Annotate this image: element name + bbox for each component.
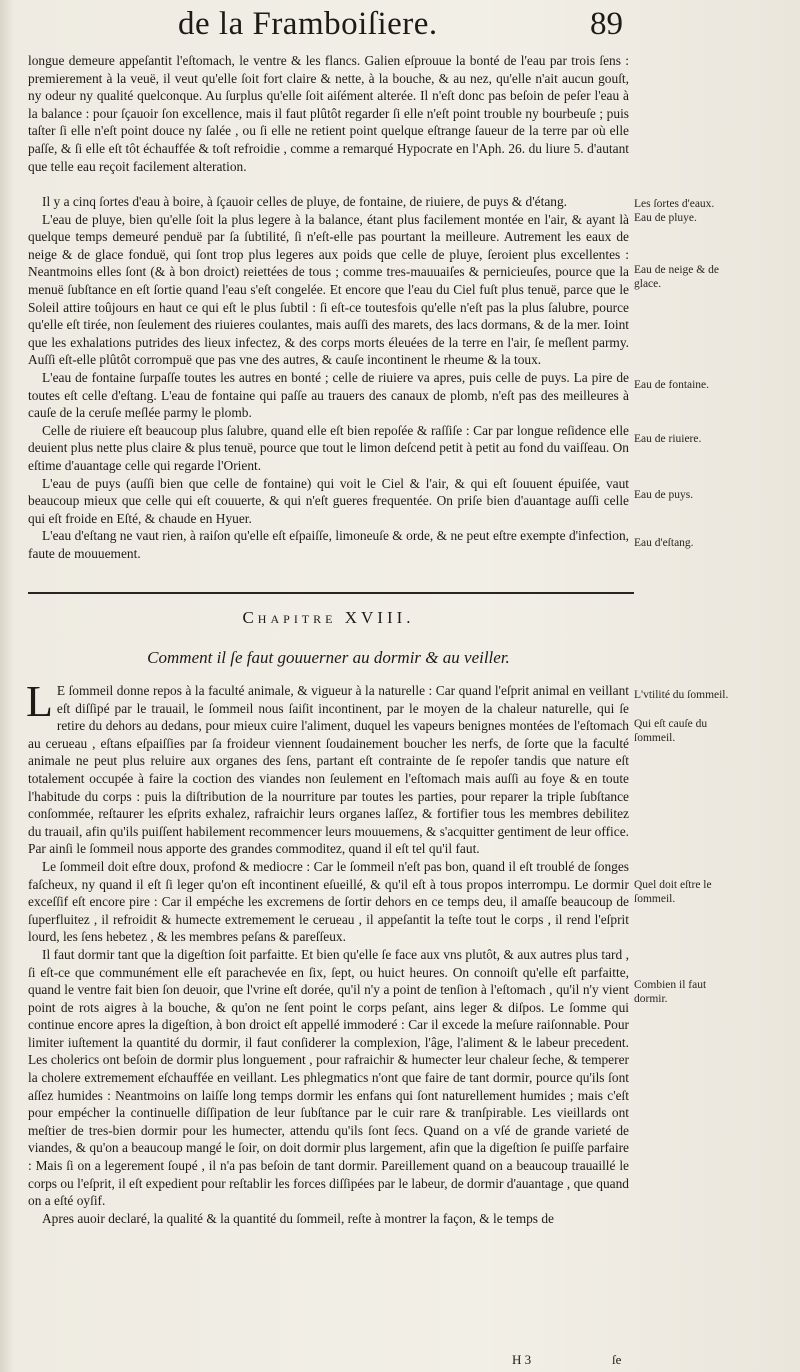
margin-note: Eau d'eſtang. [634, 537, 694, 549]
margin-note: Eau de pluye. [634, 212, 697, 224]
paragraph: L'eau d'eſtang ne vaut rien, à raiſon qu'elle eſt eſpaiſſe, limoneuſe & orde, & ne peut eſtre exempte d'infection, faute de mouuement. [28, 528, 629, 561]
paragraph: Il faut dormir tant que la digeſtion ſoit parfaitte. Et bien qu'elle ſe face aux vns plutôt, & aux autres plus tard , ſi eſt-ce que communément elle eſt parachevée en ſix, ſept, ou huict heures. On connoiſt qu'elle eſt parfaitte, quand le ventre fait bien ſon deuoir, que l'vrine eſt dorée, qu'il n'y a point de tenſion à l'eſtomach , qu'il n'y vient point de rots aigres à la bouche, & qu'on ne ſent point le corps peſant, ains leger & diſpos. Le ſomme qui continue encore apres la digeſtion, à bon droict eſt appellé immoderé : Car il excede la meſure raiſonnable. Pour limiter iuſtement la quantité du dormir, il faut conſiderer la complexion, l'âge, l'aliment & le labeur precedent. Les cholerics ont beſoin de dormir plus longuement , pour rafraichir & humecter leur chaleur ſeche, & temperer la cholere extremement eſchauffée en veillant. Les phlegmatics n'ont que faire de tant dormir, pource qu'ils ſont aſſez humides : Neantmoins on laiſſe long temps dormir les enfans qui ſont naturellement humides ; mais c'eſt pour empécher la continuelle diſſipation de leur ſubſtance par le cuir rare & tranſpirable. Les vieillards ont meſtier de tres-bien dormir pour les humecter, attendu qu'ils ſont ſecs. Quand on a vſé de grande varieté de viandes, & qu'on a beaucoup mangé le ſoir, on doit dormir plus largement, afin que la digeſtion ſe puiſſe parfaire : Mais ſi on a legerement ſoupé , il n'a pas beſoin de tant dormir. Pareillement quand on a beaucoup trauaillé le corps ou l'eſprit, il eſt expedient pour reſtablir les forces diſſipées par le labeur, de dormir d'auantage , que quand on a eſté oyſif. [28, 946, 629, 1209]
margin-note: L'vtilité du ſommeil. [634, 689, 729, 701]
drop-cap: L [26, 677, 53, 726]
paragraph: Il y a cinq ſortes d'eau à boire, à ſçauoir celles de pluye, de fontaine, de riuiere, de puys & d'étang. [42, 194, 568, 209]
margin-note: Combien il faut dormir. [634, 979, 707, 1005]
section-divider [28, 592, 634, 594]
paragraph: Le ſommeil doit eſtre doux, profond & mediocre : Car le ſommeil n'eſt pas bon, quand il eſt troublé de ſonges faſcheux, ny quand il eſt ſi leger qu'on eſt incontinent eſueillé, & qu'il eſt à tous propos interrompu. Le dormir exceſſif eſt encore pire : Car il empéche les excremens de ſortir dehors en ce temps deu, il amaſſe beaucoup de ſuperfluitez , il refroidit & humecte extremement le cerueau , il appeſantit la teſte tout le corps , il rend l'eſprit lourd, les ſens hebetez , & les membres peſans & pareſſeux. [28, 858, 629, 945]
text-block-water-quality [28, 52, 629, 175]
catchword: ſe [612, 1352, 622, 1367]
paragraph: L'eau de pluye, bien qu'elle ſoit la plus legere à la balance, étant plus facilement montée en l'air, & ayant là quelque temps demeuré penduë par ſa ſubtilité, ſi n'eſt-elle pas pourtant la meilleure. Autrement les eaux de neige & de glace fonduë, qui ſont trop plus legeres aux poids que celle de pluye, ſeroient plus excellentes : Neantmoins elles ſont (& à bon droict) reiettées de tous ; comme tres-mauuaiſes & pernicieuſes, pource que la menuë ſubſtance en eſt ſortie quand l'eau s'eſt congelée. Et encore que l'eau du Ciel fuſt plus tenuë, parce que le Soleil attire toûjours en haut ce qui eſt le plus ſubtil : ſi eſt-ce toutesfois qu'elle n'eſt pas la plus ſalubre, pource qu'elle eſt tirée, non ſeulement des riuieres coulantes, mais auſſi des marets, des lacs dormans, & de la mer. Ioint que les exhalations putrides des lieux infectez, & des corps morts éleuées de la terre en l'air, ſe meſlent parmy. Auſſi eſt-elle plûtôt corrompuë que pas vne des autres, & cauſe incontinent le rheume & la toux. [28, 211, 629, 368]
text-block-sleep [26, 677, 629, 1227]
margin-note: Eau de fontaine. [634, 379, 710, 391]
chapter-title: Comment il ſe faut gouuerner au dormir & au veiller. [147, 648, 510, 667]
signature-mark: H 3 [512, 1352, 532, 1367]
margin-note: Qui eſt cauſe du ſommeil. [634, 718, 708, 744]
text-block-water-kinds [28, 193, 629, 562]
running-title: de la Framboiſiere. [178, 6, 438, 42]
page-header [178, 6, 638, 52]
chapter-heading: Chapitre XVIII. [242, 608, 415, 627]
paragraph: L'eau de puys (auſſi bien que celle de fontaine) qui voit le Ciel & l'air, & qui eſt ſouuent épuiſée, vaut beaucoup mieux que celle qui eſt couuerte, & qui n'eſt gueres frequentée. On priſe bien d'auantage auſſi celle qui eſt froide en Eſté, & chaude en Hyuer. [28, 475, 629, 526]
page-number: 89 [590, 6, 623, 42]
margin-note: Eau de neige & de glace. [634, 264, 719, 290]
paragraph-text: E ſommeil donne repos à la faculté animale, & vigueur à la naturelle : Car quand l'eſprit animal en veillant eſt diſſipé par le trauail, le ſommeil nous ſaiſit incontinent, par le moyen de la chaleur naturelle, qui ſe retire du dehors au dedans, pour mieux cuire l'aliment, duquel les vapeurs benignes montées de l'eſtomach au cerueau , eſtans eſpaiſſies par ſa froideur viennent ſoudainement boucher les nerfs, de ſorte que la faculté animale ne peut plus reluire aux organes des ſens, partant eſt contrainte de ſe repoſer tandis que nature eſt totalement occupée à faire la coction des viandes non ſeulement en l'eſtomach mais auſſi au foye & en toute l'habitude du corps : puis la diſtribution de la nourriture par toutes les parties, pour reparer la triple ſubſtance conſommée, reſtaurer les eſprits exhalez, rafraichir leurs organes laſſez, & fortifier tous les membres debilitez du trauail, afin qu'ils puiſſent habilement recommencer leurs mouuemens, & s'acquitter gentiment de leur office. Par ainſi le ſommeil nous apporte des grandes commoditez, quand il eſt tel qu'il faut. [28, 683, 629, 857]
paragraph: Celle de riuiere eſt beaucoup plus ſalubre, quand elle eſt bien repoſée & raſſiſe : Car par longue reſidence elle deuient plus nette plus claire & plus tenuë, pource que tout le limon deſcend petit à petit au fond du vaiſſeau. On eſtime d'auantage celle qui regarde l'Orient. [28, 422, 629, 473]
margin-note: Les ſortes d'eaux. [634, 198, 715, 210]
paragraph: L'eau de fontaine ſurpaſſe toutes les autres en bonté ; celle de riuiere va apres, puis celle de puys. La pire de toutes eſt celle d'eſtang. L'eau de fontaine qui paſſe au trauers des canaux de plomb, n'eſt pas des meilleures à cauſe de la ceruſe meſlée parmy le plomb. [28, 369, 629, 421]
paragraph: Apres auoir declaré, la qualité & la quantité du ſommeil, reſte à montrer la façon, & le temps de [42, 1210, 555, 1226]
paragraph: longue demeure appeſantit l'eſtomach, le ventre & les flancs. Galien eſprouue la bonté de l'eau par trois ſens : premierement à la veuë, il veut qu'elle ſoit fort claire & nette, à la bouche, & au nez, qu'elle n'ait aucun gouſt, ny odeur ny qualité quelconque. Au ſurplus qu'elle ſoit aiſément alterée. Il n'eſt donc pas beſoin de peſer l'eau à la balance : pour ſçauoir ſon excellence, mais il faut plûtôt regarder ſi elle n'eſt point trouble ny bourbeuſe ; puis taſter ſi elle n'eſt point douce ny ſalée , ou ſi elle ne retient point quelque eſtrange ſaueur de la terre par où elle paſſe, & ſi elle eſt tôt échauffée & toſt refroidie , comme a remarqué Hypocrate en l'Aph. 26. du liure 5. d'autant que telle eau reçoit facilement alteration. [28, 53, 629, 174]
paragraph [26, 677, 629, 858]
margin-note: Quel doit eſtre le ſommeil. [634, 879, 712, 905]
margin-note: Eau de puys. [634, 489, 694, 501]
margin-note: Eau de riuiere. [634, 433, 702, 445]
